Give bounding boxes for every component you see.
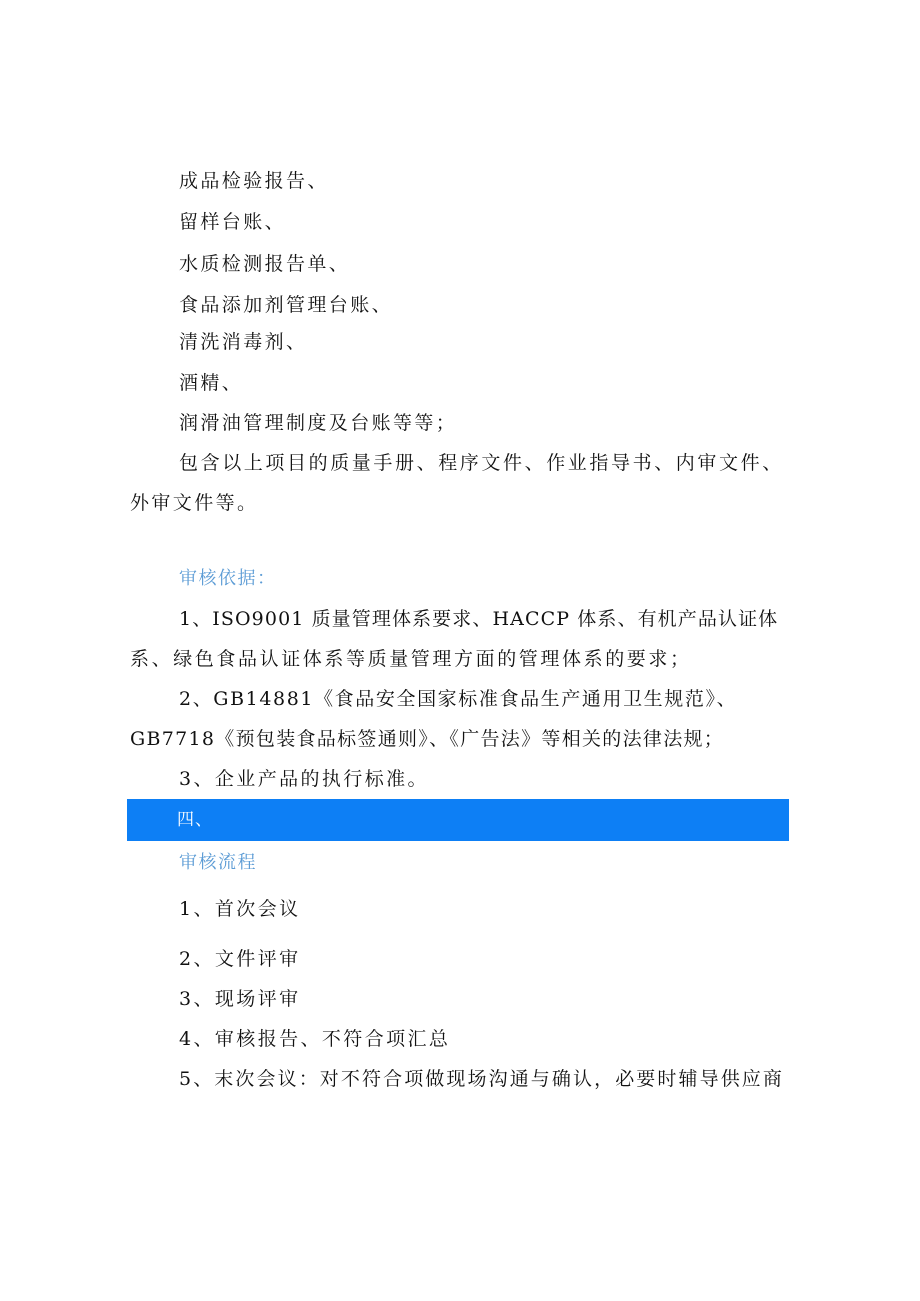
audit-basis-heading: 审核依据： — [179, 568, 277, 589]
record-item: 留样台账、 — [179, 211, 287, 233]
process-step: 2、文件评审 — [179, 948, 301, 970]
record-item: 清洗消毒剂、 — [179, 331, 308, 353]
record-item: 食品添加剂管理台账、 — [179, 294, 394, 316]
basis-item-2-line1: 2、GB14881《食品安全国家标准食品生产通用卫生规范》、 — [179, 688, 738, 710]
basis-item-1-line1: 1、ISO9001 质量管理体系要求、HACCP 体系、有机产品认证体 — [179, 608, 779, 630]
process-step: 4、审核报告、不符合项汇总 — [179, 1028, 451, 1050]
record-item: 水质检测报告单、 — [179, 253, 351, 275]
summary-paragraph-line1: 包含以上项目的质量手册、程序文件、作业指导书、内审文件、 — [179, 452, 784, 474]
process-step: 5、末次会议：对不符合项做现场沟通与确认，必要时辅导供应商 — [179, 1068, 784, 1090]
basis-item-3: 3、企业产品的执行标准。 — [179, 768, 429, 790]
section-four-number: 四、 — [177, 810, 213, 830]
record-item: 酒精、 — [179, 372, 244, 394]
record-item: 润滑油管理制度及台账等等； — [179, 412, 458, 434]
summary-paragraph-line2: 外审文件等。 — [130, 492, 259, 514]
section-four-banner — [127, 799, 789, 841]
process-step: 1、首次会议 — [179, 898, 301, 920]
basis-item-2-line2: GB7718《预包装食品标签通则》、《广告法》等相关的法律法规； — [130, 728, 725, 750]
process-step: 3、现场评审 — [179, 988, 301, 1010]
record-item: 成品检验报告、 — [179, 170, 329, 192]
basis-item-1-line2: 系、绿色食品认证体系等质量管理方面的管理体系的要求； — [130, 648, 692, 670]
audit-process-heading: 审核流程 — [179, 852, 257, 873]
